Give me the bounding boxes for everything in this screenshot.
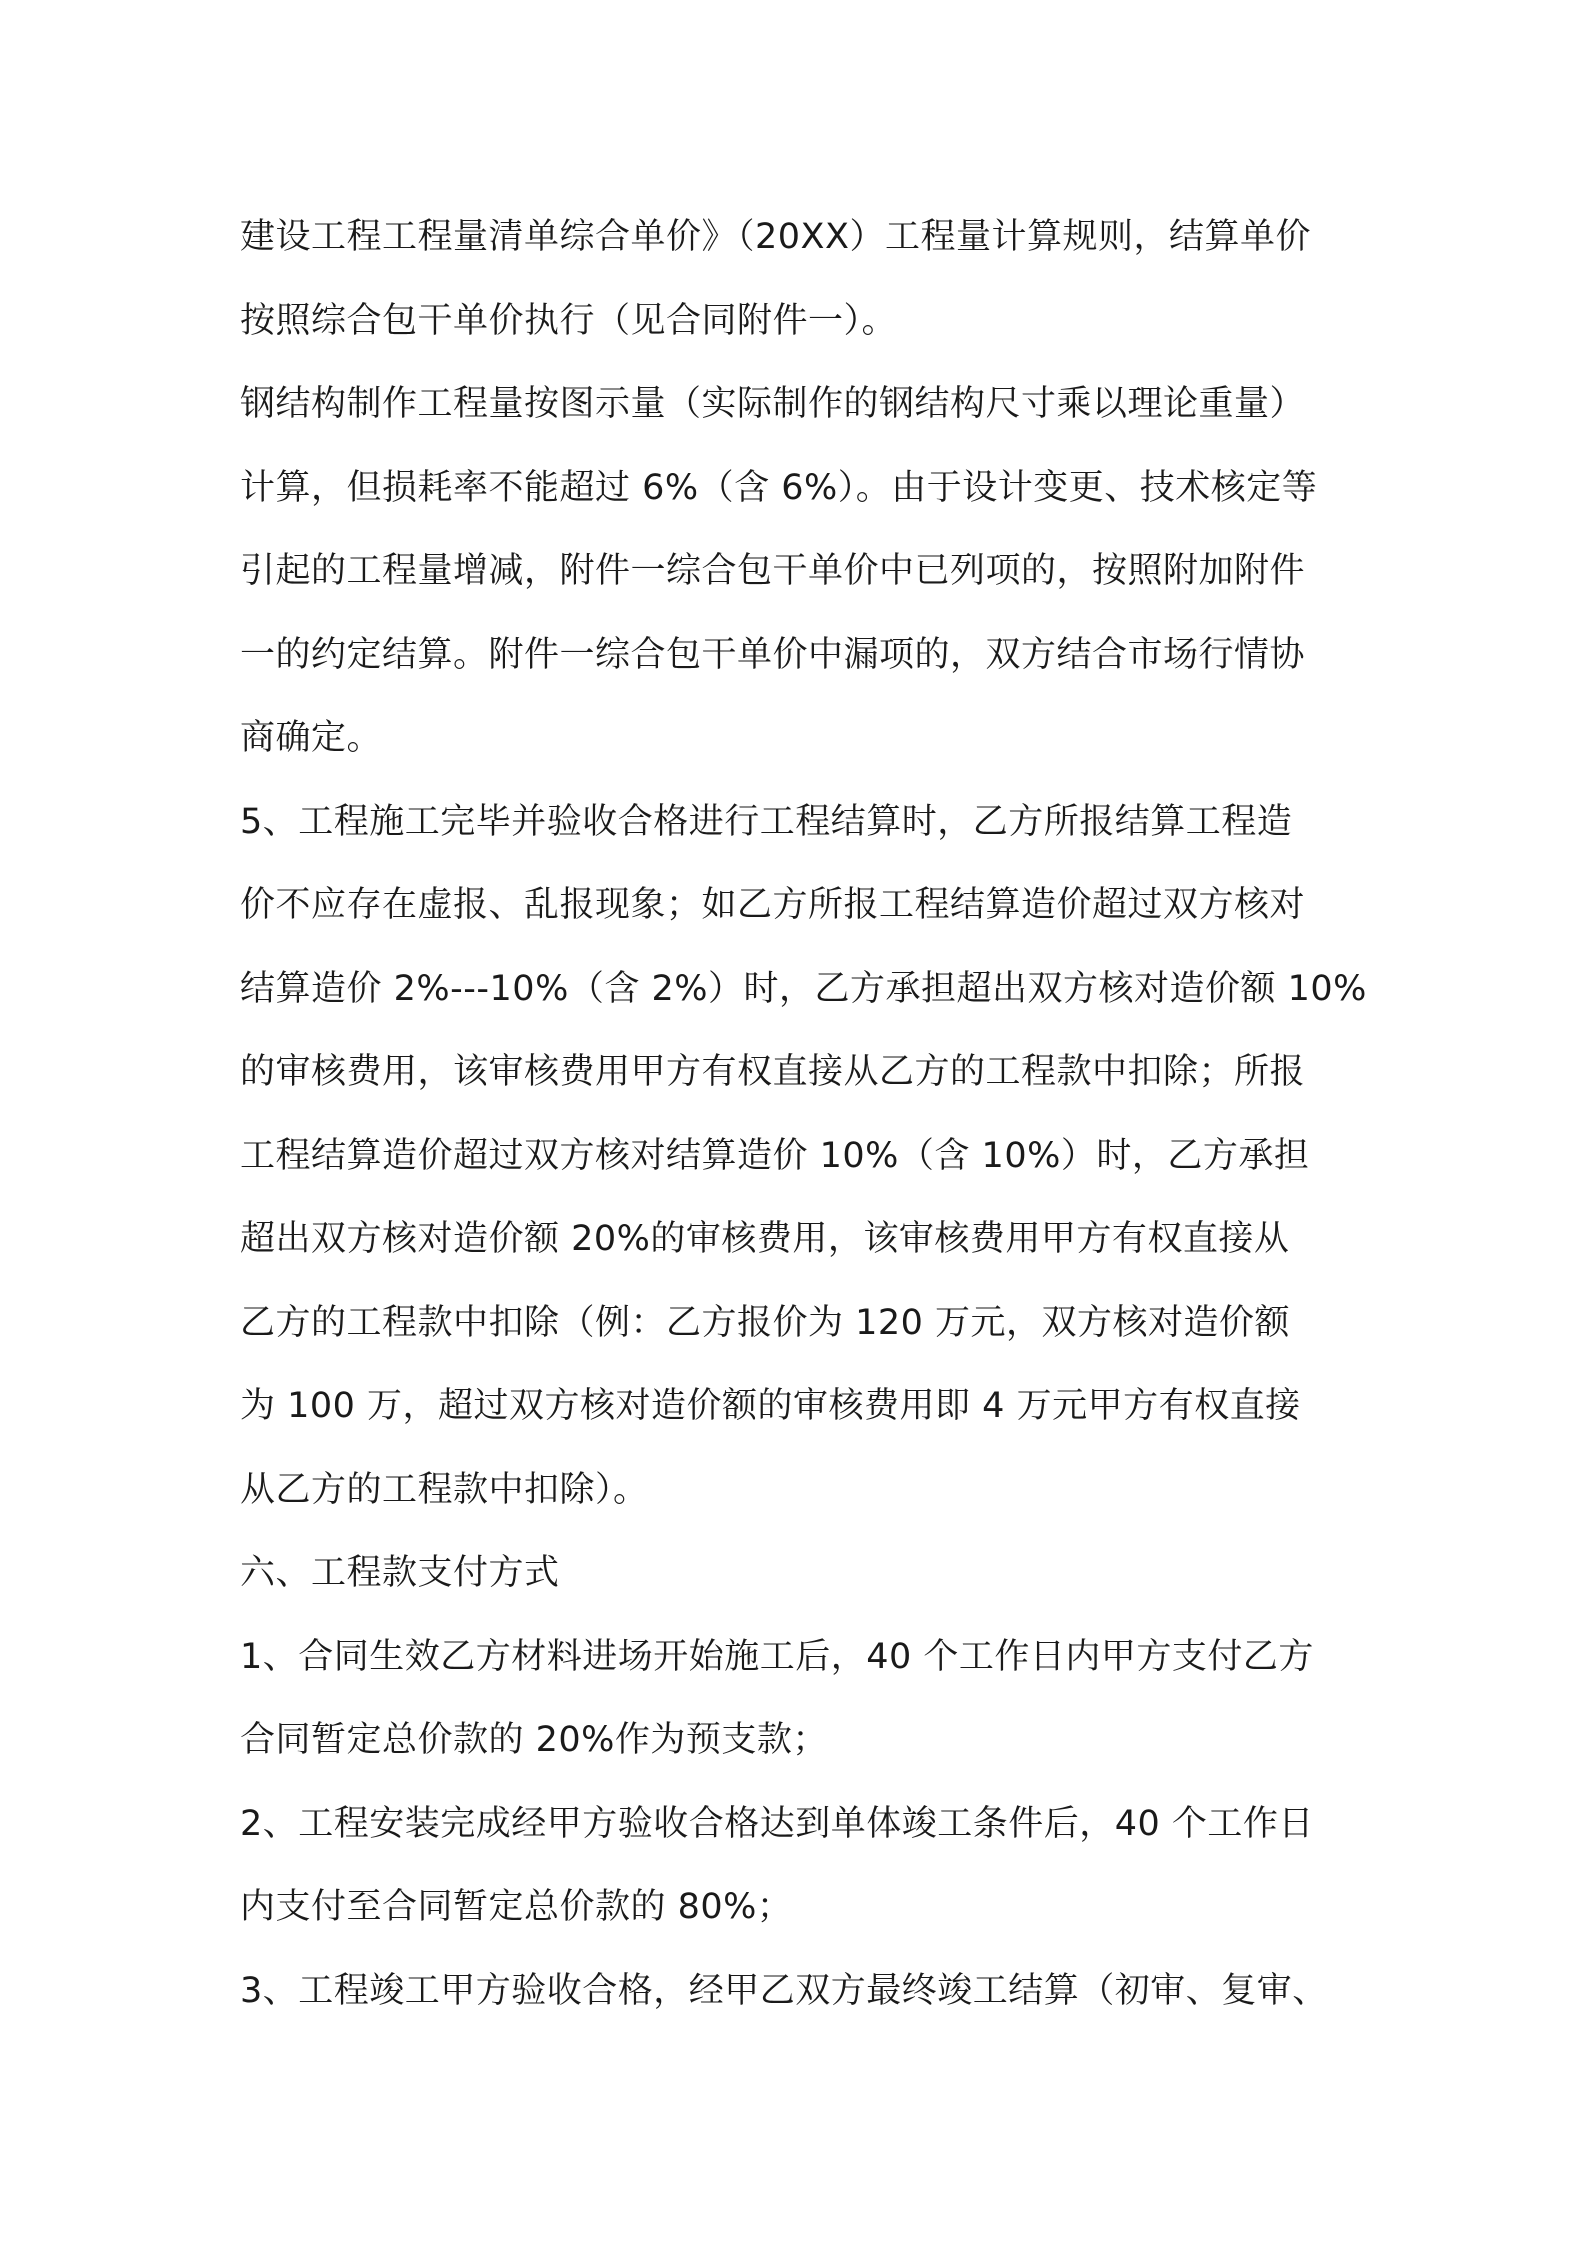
text-line-13: 超出双方核对造价额 20%的审核费用，该审核费用甲方有权直接从 [240,1219,1290,1259]
text-line-5: 引起的工程量增减，附件一综合包干单价中已列项的，按照附加附件 [240,551,1306,591]
text-line-21: 内支付至合同暂定总价款的 80%； [240,1887,793,1927]
text-line-19: 合同暂定总价款的 20%作为预支款； [240,1720,828,1760]
text-line-10: 结算造价 2%---10%（含 2%）时，乙方承担超出双方核对造价额 10% [240,968,1367,1009]
text-line-1: 建设工程工程量清单综合单价》（20XX）工程量计算规则，结算单价 [240,217,1311,257]
text-line-11: 的审核费用，该审核费用甲方有权直接从乙方的工程款中扣除；所报 [240,1052,1306,1092]
text-line-18: 1、合同生效乙方材料进场开始施工后，40 个工作日内甲方支付乙方 [240,1636,1314,1677]
document-body [240,196,1367,2033]
text-line-22: 3、工程竣工甲方验收合格，经甲乙双方最终竣工结算（初审、复审、 [240,1970,1328,2011]
text-line-2: 按照综合包干单价执行（见合同附件一）。 [240,300,898,341]
text-line-4: 计算，但损耗率不能超过 6%（含 6%）。由于设计变更、技术核定等 [240,467,1318,508]
text-line-6: 一的约定结算。附件一综合包干单价中漏项的，双方结合市场行情协 [240,634,1306,675]
section-heading: 六、工程款支付方式 [240,1553,560,1593]
text-line-15: 为 100 万，超过双方核对造价额的审核费用即 4 万元甲方有权直接 [240,1386,1301,1426]
text-line-3: 钢结构制作工程量按图示量（实际制作的钢结构尺寸乘以理论重量） [240,384,1306,424]
text-line-12: 工程结算造价超过双方核对结算造价 10%（含 10%）时，乙方承担 [240,1135,1310,1176]
text-line-16: 从乙方的工程款中扣除）。 [240,1469,649,1510]
text-line-7: 商确定。 [240,718,383,758]
text-line-9: 价不应存在虚报、乱报现象；如乙方所报工程结算造价超过双方核对 [240,885,1306,925]
text-line-8: 5、工程施工完毕并验收合格进行工程结算时，乙方所报结算工程造 [240,801,1293,842]
text-line-20: 2、工程安装完成经甲方验收合格达到单体竣工条件后，40 个工作日 [240,1803,1314,1844]
text-line-14: 乙方的工程款中扣除（例：乙方报价为 120 万元，双方核对造价额 [240,1302,1291,1343]
